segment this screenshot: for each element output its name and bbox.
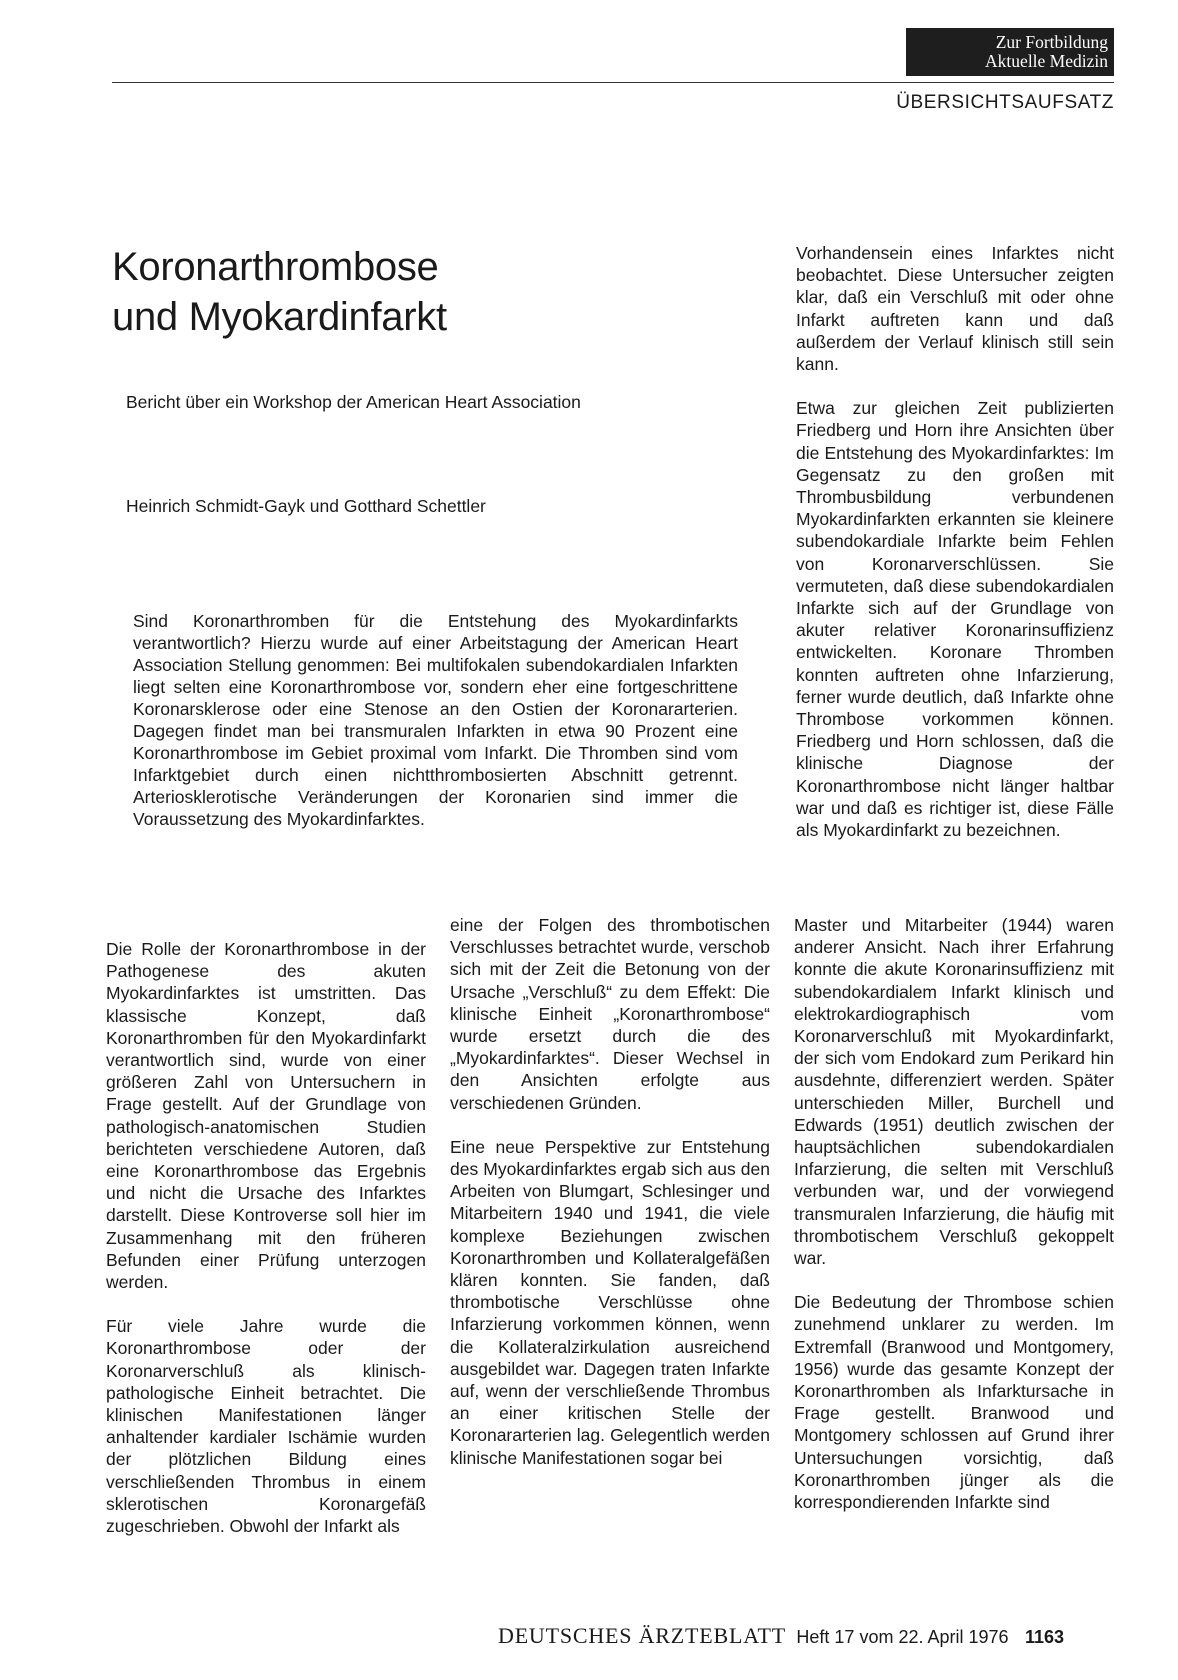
- title-line-2: und Myokardinfarkt: [112, 295, 447, 339]
- badge-line-1: Zur Fortbildung: [995, 32, 1108, 52]
- title-line-1: Koronarthrombose: [112, 245, 439, 289]
- paragraph: Die Rolle der Koronarthrombose in der Pathogenese des akuten Myokardinfarktes ist umstritten. Das klassische Konzept, daß Koronarthromben für den Myokardinfarkt verantwortlich sind, wurde von einer größeren Zahl von Untersuchern in Frage gestellt. Auf der Grundlage von pathologisch-anatomischen Studien berichteten verschiedene Autoren, daß eine Koronarthrombose das Ergebnis und nicht die Ursache des Infarktes darstellt. Diese Kontroverse soll hier im Zusammenhang mit den früheren Befunden einer Prüfung unterzogen werden.: [106, 939, 426, 1293]
- column-middle: [450, 914, 770, 1491]
- page-number: 1163: [1024, 1627, 1065, 1647]
- article-authors: Heinrich Schmidt-Gayk und Gotthard Schettler: [126, 496, 486, 516]
- paragraph: Für viele Jahre wurde die Koronarthrombose oder der Koronarverschluß als klinisch-pathologische Einheit betrachtet. Die klinischen Manifestationen länger anhaltender kardialer Ischämie wurden der plötzlichen Bildung eines verschließenden Thrombus in einem sklerotischen Koronargefäß zugeschrieben. Obwohl der Infarkt als: [106, 1316, 426, 1537]
- paragraph: Master und Mitarbeiter (1944) waren anderer Ansicht. Nach ihrer Erfahrung konnte die akute Koronarinsuffizienz mit subendokardialem Infarkt klinisch und elektrokardiographisch vom Koronarverschluß mit Myokardinfarkt, der sich vom Endokard zum Perikard hin ausdehnte, differenziert werden. Später unterschieden Miller, Burchell und Edwards (1951) deutlich zwischen der hauptsächlichen subendokardialen Infarzierung, die selten mit Verschluß verbunden war, und der vorwiegend transmuralen Infarzierung, die häufig mit thrombotischem Verschluß gekoppelt war.: [794, 915, 1114, 1269]
- paragraph: Vorhandensein eines Infarktes nicht beobachtet. Diese Untersucher zeigten klar, daß ein Verschluß mit oder ohne Infarkt auftreten kann und daß außerdem der Verlauf klinisch still sein kann.: [796, 243, 1114, 375]
- journal-name: DEUTSCHES ÄRZTEBLATT: [498, 1623, 786, 1648]
- article-subtitle: Bericht über ein Workshop der American Heart Association: [126, 392, 581, 412]
- column-right: [794, 914, 1114, 1535]
- issue-info: Heft 17 vom 22. April 1976: [796, 1627, 1009, 1647]
- paragraph: Eine neue Perspektive zur Entstehung des Myokardinfarktes ergab sich aus den Arbeiten von Blumgart, Schlesinger und Mitarbeitern 1940 und 1941, die viele komplexe Beziehungen zwischen Koronarthromben und Kollateralgefäßen klären konnten. Sie fanden, daß thrombotische Verschlüsse ohne Infarzierung vorkommen können, wenn die Kollateralzirkulation ausreichend ausgebildet war. Dagegen traten Infarkte auf, wenn der verschließende Thrombus an einer kritischen Stelle der Koronararterien lag. Gelegentlich werden klinische Manifestationen sogar bei: [450, 1136, 770, 1468]
- badge-line-2: Aktuelle Medizin: [985, 51, 1108, 71]
- page-footer: [498, 1623, 1064, 1649]
- column-right-top: [796, 242, 1114, 863]
- header-rule: [112, 82, 1114, 83]
- paragraph: Etwa zur gleichen Zeit publizierten Friedberg und Horn ihre Ansichten über die Entstehung des Myokardinfarktes: Im Gegensatz zu den großen mit Thrombusbildung verbundenen Myokardinfarkten erkannten sie kleinere subendokardiale Infarkte beim Fehlen von Koronarverschlüssen. Sie vermuteten, daß diese subendokardialen Infarkte sich auf der Grundlage von akuter relativer Koronarinsuffizienz entwickelten. Koronare Thromben konnten auftreten ohne Infarzierung, ferner wurde deutlich, daß Infarkte ohne Thrombose vorkommen können. Friedberg und Horn schlossen, daß die klinische Diagnose der Koronarthrombose nicht länger haltbar war und daß es richtiger ist, diese Fälle als Myokardinfarkt zu bezeichnen.: [796, 398, 1114, 841]
- paragraph: eine der Folgen des thrombotischen Verschlusses betrachtet wurde, verschob sich mit der Zeit die Betonung von der Ursache „Verschluß“ zu dem Effekt: Die klinische Einheit „Koronarthrombose“ wurde ersetzt durch die des „Myokardinfarktes“. Dieser Wechsel in den Ansichten erfolgte aus verschiedenen Gründen.: [450, 915, 770, 1113]
- article-abstract: Sind Koronarthromben für die Entstehung des Myokardinfarkts verantwortlich? Hierzu wurde auf einer Arbeitstagung der American Heart Association Stellung genommen: Bei multifokalen subendokardialen Infarkten liegt selten eine Koronarthrombose vor, sondern eher eine fortgeschrittene Koronarsklerose oder eine Stenose an den Ostien der Koronararterien. Dagegen findet man bei transmuralen Infarkten in etwa 90 Prozent eine Koronarthrombose im Gebiet proximal vom Infarkt. Die Thromben sind vom Infarktgebiet durch einen nichtthrombosierten Abschnitt getrennt. Arteriosklerotische Veränderungen der Koronarien sind immer die Voraussetzung des Myokardinfarktes.: [133, 611, 738, 829]
- section-badge: [906, 28, 1114, 76]
- paragraph: Die Bedeutung der Thrombose schien zunehmend unklarer zu werden. Im Extremfall (Branwood und Montgomery, 1956) wurde das gesamte Konzept der Koronarthromben als Infarktursache in Frage gestellt. Branwood und Montgomery schlossen auf Grund ihrer Untersuchungen vorsichtig, daß Koronarthromben jünger als die korrespondierenden Infarkte sind: [794, 1292, 1114, 1513]
- section-label: ÜBERSICHTSAUFSATZ: [896, 92, 1114, 113]
- article-title: [112, 242, 447, 342]
- column-left: [106, 938, 426, 1559]
